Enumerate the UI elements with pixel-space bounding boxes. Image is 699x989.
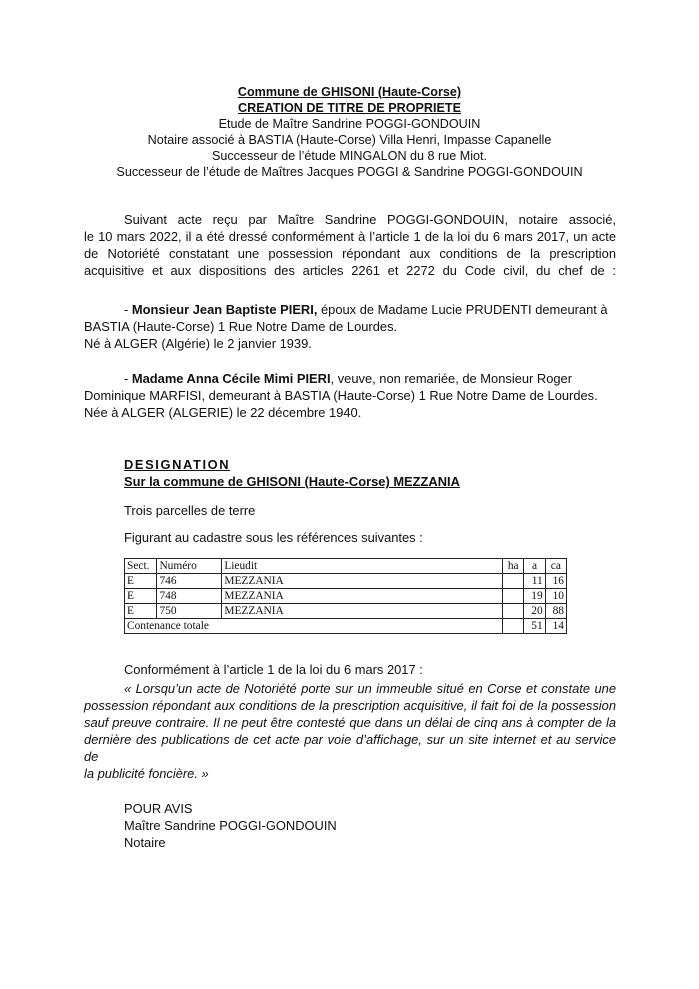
signature-line: Maître Sandrine POGGI-GONDOUIN	[124, 818, 337, 833]
designation-heading: DESIGNATION	[124, 457, 231, 472]
person-1-paragraph	[84, 302, 616, 353]
header-cell: ca	[545, 559, 566, 574]
person-2-name: Madame Anna Cécile Mimi PIERI	[131, 371, 331, 386]
person-prefix: -	[124, 371, 132, 386]
person-2-address: Dominique MARFISI, demeurant à BASTIA (Haute-Corse) 1 Rue Notre Dame de Lourdes.	[84, 387, 598, 403]
signature-line: Notaire	[124, 835, 166, 850]
header-block	[0, 84, 699, 180]
person-2-paragraph	[84, 371, 616, 422]
intro-line: Suivant acte reçu par Maître Sandrine POGGI-GONDOUIN, notaire associé,	[124, 212, 616, 227]
cell-lieudit: MEZZANIA	[222, 604, 503, 619]
law-intro: Conformément à l’article 1 de la loi du 6 mars 2017 :	[124, 662, 423, 677]
header-cell: Lieudit	[222, 559, 503, 574]
total-ha	[503, 619, 524, 634]
intro-line: de Notoriété constatant une possession répondant aux conditions de la prescription	[84, 245, 616, 261]
commune-heading: Commune de GHISONI (Haute-Corse)	[237, 85, 462, 99]
document-title: CREATION DE TITRE DE PROPRIETE	[238, 101, 461, 115]
table-row	[125, 589, 567, 604]
cell-section: E	[125, 604, 157, 619]
table-row	[125, 604, 567, 619]
cell-ca: 16	[545, 574, 566, 589]
person-1-name: Monsieur Jean Baptiste PIERI,	[131, 302, 318, 317]
quote-line: possession répondant aux conditions de la prescription acquisitive, il fait foi de la possession	[84, 698, 616, 714]
cell-ha	[503, 574, 524, 589]
cell-ca: 10	[545, 589, 566, 604]
header-line: Notaire associé à BASTIA (Haute-Corse) Villa Henri, Impasse Capanelle	[147, 133, 552, 147]
total-label: Contenance totale	[125, 619, 503, 634]
header-line: Etude de Maître Sandrine POGGI-GONDOUIN	[218, 117, 481, 131]
quote-line: la publicité foncière. »	[84, 766, 209, 782]
cadastre-text: Figurant au cadastre sous les références suivantes :	[124, 530, 423, 545]
person-2-details: , veuve, non remariée, de Monsieur Roger	[330, 371, 573, 386]
designation-commune: Sur la commune de GHISONI (Haute-Corse) MEZZANIA	[124, 474, 460, 489]
cadastre-table	[124, 558, 567, 634]
law-quote	[84, 680, 616, 783]
cell-ha	[503, 604, 524, 619]
person-1-details: époux de Madame Lucie PRUDENTI demeurant à	[317, 302, 608, 317]
cell-number: 746	[157, 574, 222, 589]
table-row	[125, 574, 567, 589]
person-prefix: -	[124, 302, 132, 317]
header-cell: Numéro	[157, 559, 222, 574]
table-total-row	[125, 619, 567, 634]
person-1-line-1	[84, 302, 616, 319]
quote-line: dernière des publications de cet acte par voie d’affichage, sur un site internet et au service de	[84, 732, 616, 765]
cell-a: 20	[524, 604, 545, 619]
cell-number: 748	[157, 589, 222, 604]
parcels-text: Trois parcelles de terre	[124, 503, 256, 518]
cell-lieudit: MEZZANIA	[222, 589, 503, 604]
quote-line: sauf preuve contraire. Il ne peut être contesté que dans un délai de cinq ans à compter de la	[84, 715, 616, 731]
person-2-line-1	[84, 371, 616, 388]
header-line: Successeur de l’étude MINGALON du 8 rue Miot.	[211, 149, 488, 163]
intro-paragraph	[84, 212, 616, 280]
header-cell: ha	[503, 559, 524, 574]
cell-section: E	[125, 574, 157, 589]
signature-line: POUR AVIS	[124, 801, 193, 816]
intro-line: acquisitive et aux dispositions des articles 2261 et 2272 du Code civil, du chef de :	[84, 262, 616, 278]
cell-ha	[503, 589, 524, 604]
person-2-birth: Née à ALGER (ALGERIE) le 22 décembre 1940.	[84, 404, 362, 420]
cell-lieudit: MEZZANIA	[222, 574, 503, 589]
signature-block	[124, 800, 337, 851]
total-a: 51	[524, 619, 545, 634]
quote-line: « Lorsqu’un acte de Notoriété porte sur un immeuble situé en Corse et constate une	[124, 681, 616, 696]
intro-line: le 10 mars 2022, il a été dressé conformément à l’article 1 de la loi du 6 mars 2017, un acte	[84, 228, 616, 244]
total-ca: 14	[545, 619, 566, 634]
person-1-address: BASTIA (Haute-Corse) 1 Rue Notre Dame de Lourdes.	[84, 318, 398, 334]
header-cell: Sect.	[125, 559, 157, 574]
cell-ca: 88	[545, 604, 566, 619]
table-header-row	[125, 559, 567, 574]
person-1-birth: Né à ALGER (Algérie) le 2 janvier 1939.	[84, 335, 312, 351]
cell-a: 19	[524, 589, 545, 604]
header-line: Successeur de l’étude de Maîtres Jacques POGGI & Sandrine POGGI-GONDOUIN	[116, 165, 583, 179]
cell-section: E	[125, 589, 157, 604]
cell-a: 11	[524, 574, 545, 589]
cell-number: 750	[157, 604, 222, 619]
header-cell: a	[524, 559, 545, 574]
